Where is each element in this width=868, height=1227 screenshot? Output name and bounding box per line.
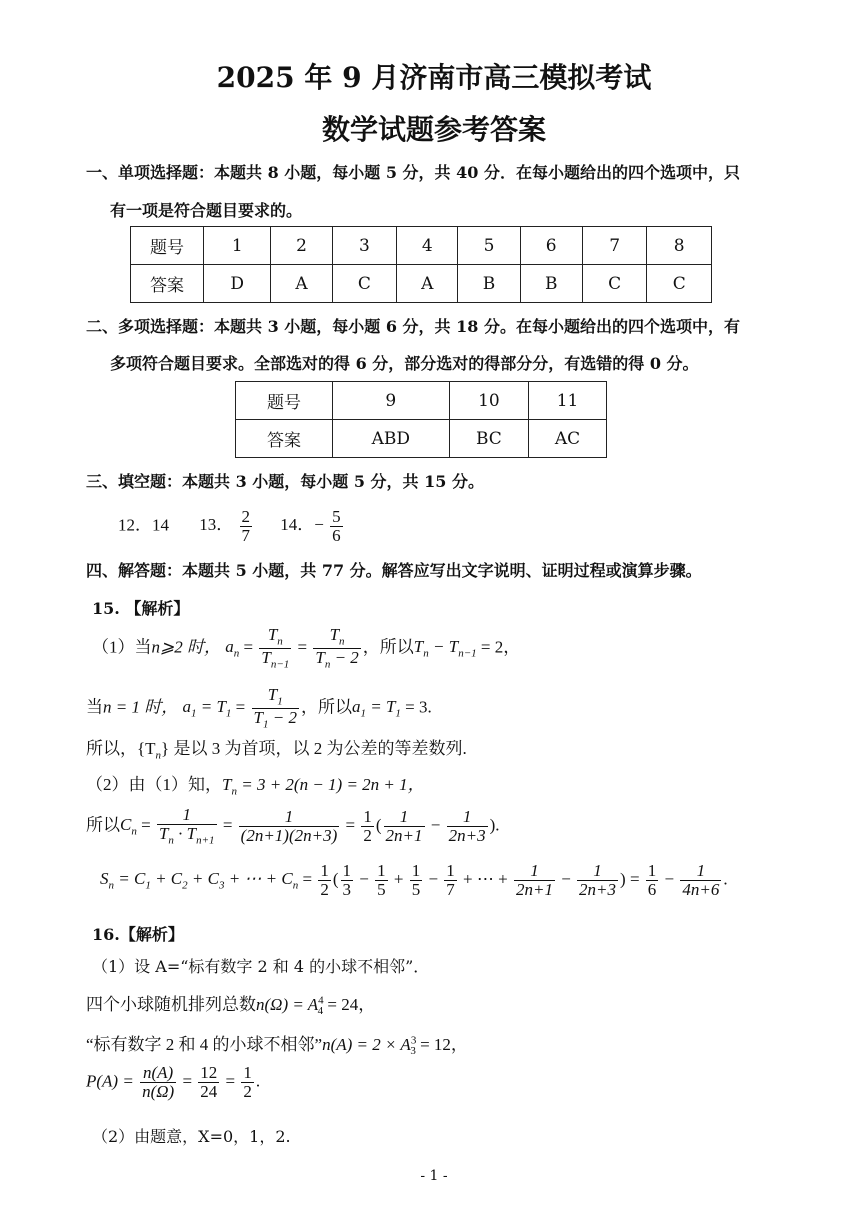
- question-number: 9: [333, 382, 450, 420]
- answer-cell: A: [271, 265, 332, 303]
- text: ，所以: [362, 637, 414, 657]
- q15-part2: （2）由（1）知，$T_n = 3 + 2(n - 1) = 2n + 1$，: [86, 775, 425, 798]
- q16-probability: P(A) = $\frac{n(A)}{n(\Omega)}$ = $\frac{12}{24}$ = $\frac{1}{2}$ .: [86, 1063, 261, 1101]
- q15-base-case: 当n = 1 时， $a_1 = T_1$ = $\frac{T_1}{T_1 - 2}$ ，所以$a_1 = T_1 = 3$.: [86, 685, 432, 731]
- text: （2）由（1）知，: [86, 775, 222, 794]
- answer-cell: C: [582, 265, 647, 303]
- page-title: 2025 年 9 月济南市高三模拟考试: [216, 61, 652, 94]
- text: n⩾2 时，: [151, 637, 221, 657]
- text: = 24，: [323, 995, 376, 1014]
- question-number: 7: [582, 227, 647, 265]
- text: P(A) =: [86, 1071, 134, 1091]
- section4-heading: 四、解答题：本题共 5 小题，共 77 分。解答应写出文字说明、证明过程或演算步骤。: [86, 561, 702, 580]
- answer-cell: ABD: [333, 420, 450, 458]
- q15-cn-formula: 所以$C_n$ = $\frac{1}{T_n \cdot T_{n+1}}$ = $\frac{1}{(2n+1)(2n+3)}$ = $\frac{1}{2}$ ( $\frac{1}{2n+1}$ − $\frac{1}{2n+3}$ ).: [86, 805, 500, 847]
- question-number: 11: [529, 382, 607, 420]
- row-label: 题号: [131, 227, 204, 265]
- answer-cell: C: [647, 265, 712, 303]
- text: = 12，: [415, 1035, 468, 1054]
- text: n = 1 时，: [103, 697, 179, 717]
- question-number: 6: [520, 227, 582, 265]
- q15-title: 15. 【解析】: [92, 599, 190, 618]
- section2-heading-cont: 多项符合题目要求。全部选对的得 6 分，部分选对的得部分分，有选错的得 0 分。: [110, 354, 699, 373]
- answer-q13-label: 13．: [199, 515, 234, 535]
- question-number: 3: [332, 227, 397, 265]
- fill-in-answers: [118, 508, 345, 545]
- text: “标有数字 2 和 4 的小球不相邻”: [86, 1035, 323, 1054]
- table-row: [236, 382, 607, 420]
- text: n(Ω) = A: [256, 995, 319, 1014]
- answer-cell: AC: [529, 420, 607, 458]
- text: ，所以: [300, 697, 352, 717]
- section2-answer-table: [235, 381, 607, 458]
- table-row: [131, 227, 712, 265]
- numerator: 5: [332, 507, 341, 526]
- q15-part1: （1）当n⩾2 时， $a_n$ = $\frac{T_n}{T_{n-1}}$ = $\frac{T_n}{T_n - 2}$ ，所以$T_n - T_{n-1} = 2$，: [92, 625, 521, 671]
- question-number: 10: [449, 382, 528, 420]
- question-number: 1: [204, 227, 271, 265]
- answer-cell: A: [397, 265, 458, 303]
- answer-cell: BC: [449, 420, 528, 458]
- row-label: 答案: [131, 265, 204, 303]
- section1-heading-cont: 有一项是符合题目要求的。: [110, 201, 303, 220]
- answer-cell: C: [332, 265, 397, 303]
- answer-cell: B: [458, 265, 520, 303]
- q15-conclusion: 所以，$\{T_n\}$ 是以 3 为首项，以 2 为公差的等差数列.: [86, 739, 467, 762]
- table-row: [236, 420, 607, 458]
- row-label: 答案: [236, 420, 333, 458]
- text: （1）当: [92, 637, 152, 657]
- page-number: - 1 -: [420, 1168, 448, 1184]
- q16-title: 16.【解析】: [92, 925, 184, 944]
- question-number: 8: [647, 227, 712, 265]
- q16-not-adjacent: “标有数字 2 和 4 的小球不相邻”n(A) = $2 \times A^3_3 = 12$，: [86, 1034, 468, 1058]
- numerator: 2: [241, 507, 250, 526]
- q15-sn-formula: $S_n = C_1 + C_2 + C_3$ + ⋯ + $C_n$ = $\frac{1}{2}$ ( $\frac{1}{3}$ − $\frac{1}{5}$ + $\frac{1}{5}$ − $\frac{1}{7}$ + ⋯ + $\frac{1}{2n+1}$ − $\frac{1}{2n+3}$ ) = $\frac{1}{6}$ − $\frac{1}{4n+6}$ .: [100, 861, 728, 899]
- answer-cell: D: [204, 265, 271, 303]
- text: 四个小球随机排列总数: [86, 995, 256, 1014]
- question-number: 4: [397, 227, 458, 265]
- answer-q14-fraction: [330, 508, 343, 545]
- question-number: 5: [458, 227, 520, 265]
- row-label: 题号: [236, 382, 333, 420]
- table-row: [131, 265, 712, 303]
- answer-q14-label: 14．−: [280, 515, 324, 535]
- text: n(A) = 2 × A: [322, 1035, 411, 1054]
- text: } 是以 3 为首项，以 2 为公差的等差数列.: [161, 739, 467, 758]
- section1-heading: 一、单项选择题：本题共 8 小题，每小题 5 分，共 40 分．在每小题给出的四个选项中，只: [86, 163, 740, 182]
- text: 所以: [86, 815, 120, 835]
- denominator: 7: [241, 525, 250, 545]
- text: 当: [86, 697, 103, 717]
- answer-q12: 12．14: [118, 515, 169, 535]
- q16-part1: （1）设 A=“标有数字 2 和 4 的小球不相邻”．: [92, 957, 430, 976]
- denominator: 6: [332, 525, 341, 545]
- answer-q13-fraction: [240, 508, 253, 545]
- section3-heading: 三、填空题：本题共 3 小题，每小题 5 分，共 15 分。: [86, 472, 484, 491]
- q16-part2: （2）由题意，X=0，1，2.: [92, 1127, 291, 1146]
- page-subtitle: 数学试题参考答案: [321, 113, 546, 146]
- text: = 3 + 2(n − 1) = 2n + 1，: [241, 775, 425, 794]
- section2-heading: 二、多项选择题：本题共 3 小题，每小题 6 分，共 18 分。在每小题给出的四个选项中，有: [86, 317, 740, 336]
- text: 所以，{T: [86, 739, 156, 758]
- q16-total: 四个小球随机排列总数$n(\Omega) = A^4_4 = 24$，: [86, 994, 376, 1018]
- section1-answer-table: [130, 226, 712, 303]
- question-number: 2: [271, 227, 332, 265]
- answer-cell: B: [520, 265, 582, 303]
